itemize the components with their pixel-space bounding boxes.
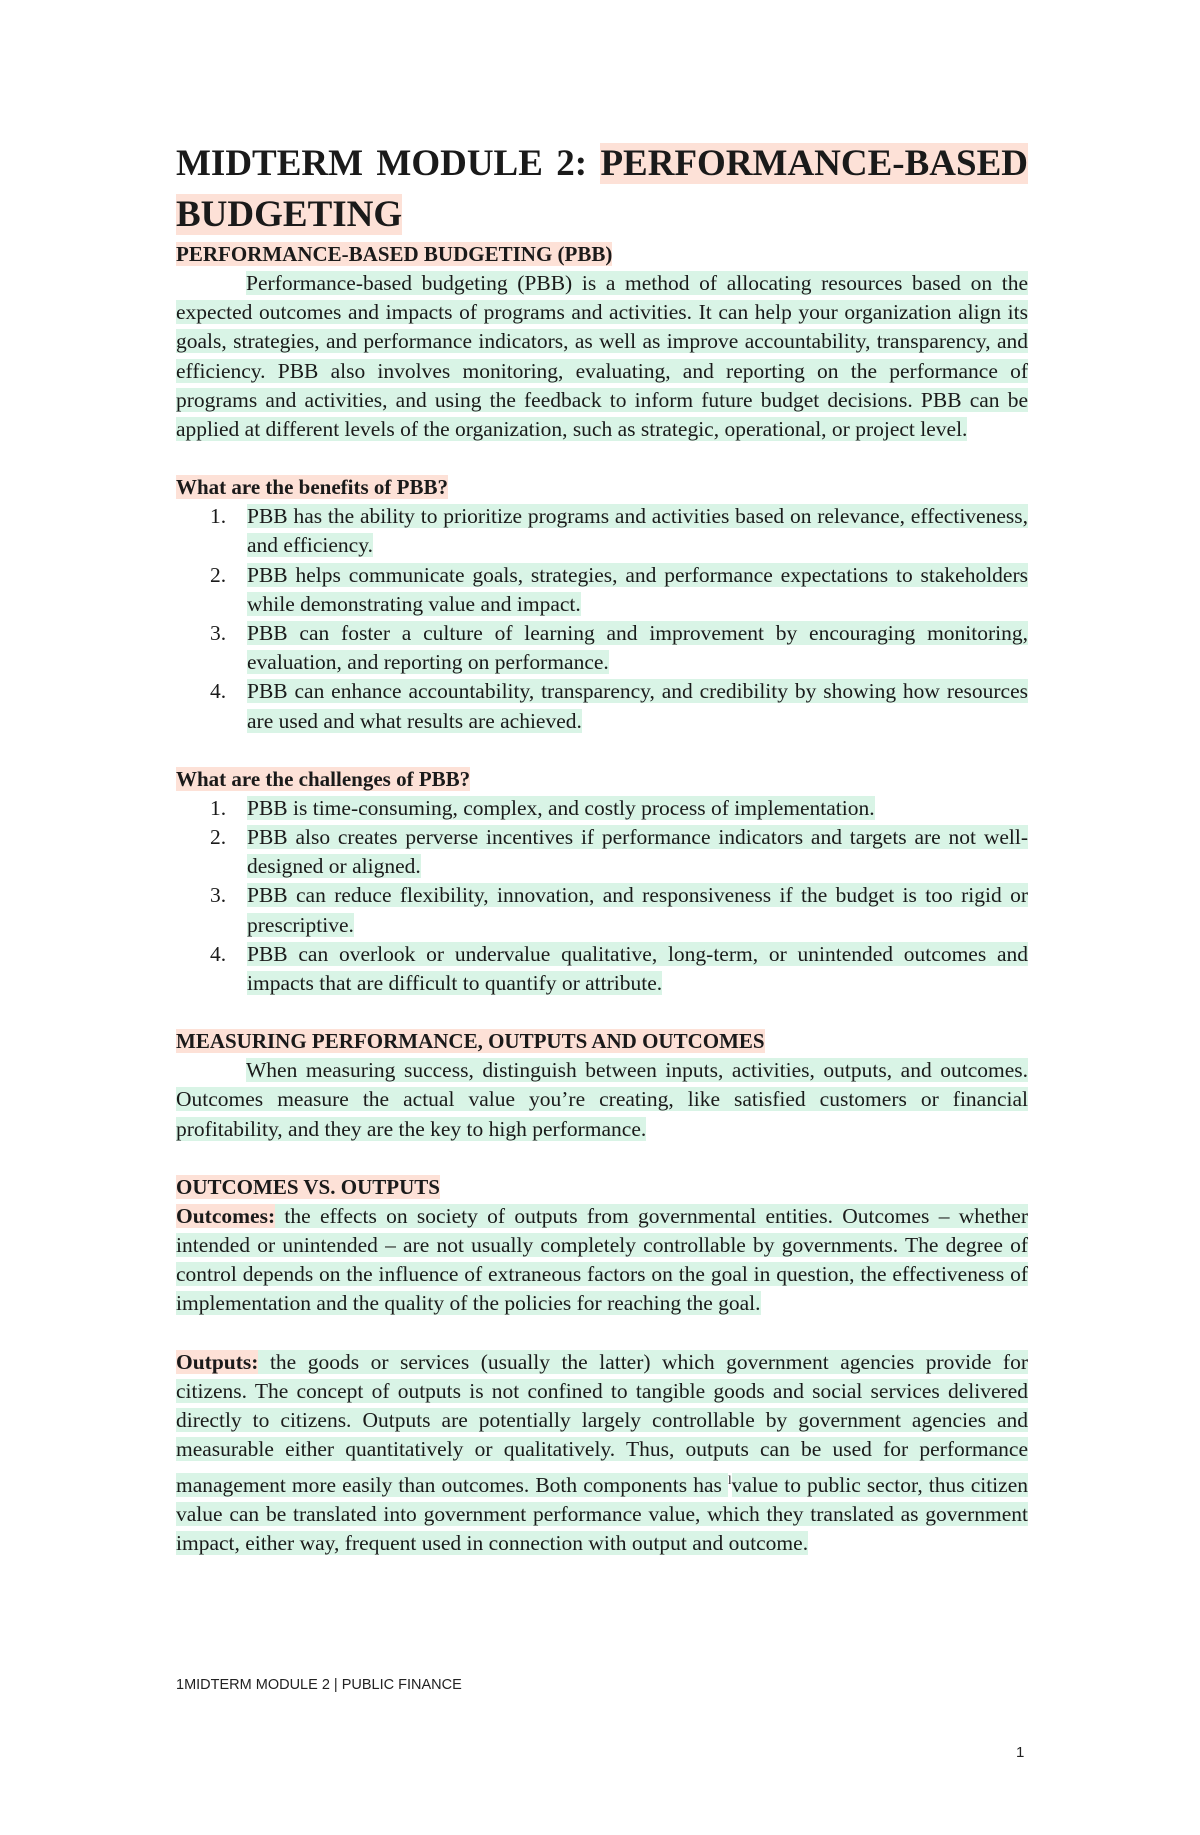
footnote-marker: l [727,1471,732,1487]
title-prefix: MIDTERM MODULE 2: [176,143,601,184]
list-item: 1. PBB is time-consuming, complex, and costly process of implementation. [210,795,875,820]
outcomes-label: Outcomes: [176,1203,276,1228]
benefits-heading: What are the benefits of PBB? [176,475,449,500]
pbb-paragraph: Performance-based budgeting (PBB) is a method of allocating resources based on the expected outcomes and impacts of programs and activities. It can help your organization align its goals, strategies, and performance indicators, as well as improve accountability, transparency, and efficiency. PBB also involves monitoring, evaluating, and reporting on the performance of programs and activities, and using the feedback to inform future budget decisions. PBB can be applied at different levels of the organization, such as strategic, operational, or project level. [176,271,1028,442]
outcomes-definition: Outcomes: the effects on society of outputs from governmental entities. Outcomes – whether intended or unintended – are not usually completely controllable by governments. The degree of control depends on the influence of extraneous factors on the goal in question, the effectiveness of implementation and the quality of the policies for reaching the goal. [176,1203,1028,1316]
section-heading-pbb: PERFORMANCE-BASED BUDGETING (PBB) [176,242,613,266]
measuring-paragraph: When measuring success, distinguish between inputs, activities, outputs, and outcomes. Outcomes measure the actual value you’re creating, like satisfied customers or financial profitability, and they are the key to high performance. [176,1058,1028,1141]
outcomes-vs-outputs-heading: OUTCOMES VS. OUTPUTS [176,1174,440,1199]
outputs-label: Outputs: [176,1349,259,1374]
list-item: 2. PBB also creates perverse incentives if performance indicators and targets are not well-designed or aligned. [210,825,1028,879]
page-title [176,138,1028,240]
title-topic: PERFORMANCE-BASED BUDGETING [176,143,1028,235]
challenges-heading: What are the challenges of PBB? [176,766,471,791]
challenges-list [176,794,1028,998]
document-page [176,138,1028,1558]
list-item: 4. PBB can enhance accountability, transparency, and credibility by showing how resources are used and what results are achieved. [210,679,1028,733]
list-item: 1. PBB has the ability to prioritize programs and activities based on relevance, effectiveness, and efficiency. [210,504,1028,558]
list-item: 3. PBB can reduce flexibility, innovation, and responsiveness if the budget is too rigid or prescriptive. [210,883,1028,937]
page-number: 1 [1016,1744,1025,1761]
page-footer: 1MIDTERM MODULE 2 | PUBLIC FINANCE [176,1677,462,1693]
measuring-heading: MEASURING PERFORMANCE, OUTPUTS AND OUTCOMES [176,1029,765,1054]
benefits-list [176,502,1028,736]
list-item: 3. PBB can foster a culture of learning and improvement by encouraging monitoring, evaluation, and reporting on performance. [210,621,1028,675]
outputs-definition: Outputs: the goods or services (usually the latter) which government agencies provide for citizens. The concept of outputs is not confined to tangible goods and social services delivered directly to citizens. Outputs are potentially largely controllable by government agencies and measurable either quantitatively or qualitatively. Thus, outputs can be used for performance management more easily than outcomes. Both components has $^l$value to public sector, thus citizen value can be translated into government performance value, which they translated as government impact, either way, frequent used in connection with output and outcome. [176,1349,1028,1556]
list-item: 2. PBB helps communicate goals, strategies, and performance expectations to stakeholders while demonstrating value and impact. [210,562,1028,616]
list-item: 4. PBB can overlook or undervalue qualitative, long-term, or unintended outcomes and impacts that are difficult to quantify or attribute. [210,941,1028,996]
